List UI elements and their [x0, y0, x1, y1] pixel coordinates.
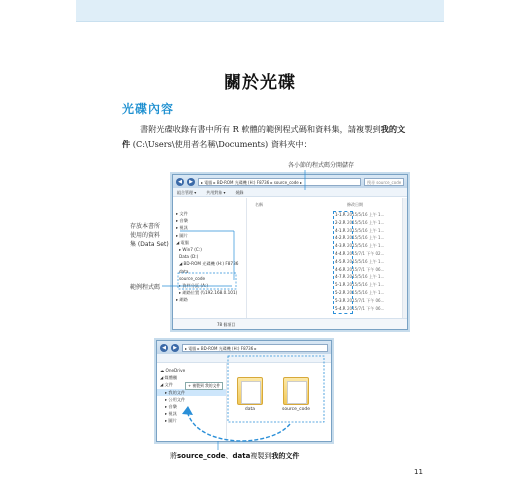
- file-date: 2015/5/16 上午 1...: [347, 212, 385, 217]
- toolbar-organize[interactable]: 組合管理 ▾: [177, 190, 197, 195]
- col-date[interactable]: 修改日期: [347, 202, 363, 207]
- tree-item[interactable]: ▸ 圖片: [176, 232, 188, 238]
- para-text-2: (C:\Users\使用者名稱\Documents) 資料夾中：: [130, 139, 312, 149]
- page-number: 11: [414, 468, 423, 476]
- file-date: 2015/5/16 上午 1...: [347, 227, 385, 233]
- file-date: 2015/5/16 上午 1...: [347, 282, 385, 288]
- file-date: 2015/5/16 上午 1...: [347, 219, 385, 225]
- search-input[interactable]: 搜尋 source_code: [364, 178, 404, 186]
- file-name: 4-4.R: [335, 251, 346, 256]
- tree-item[interactable]: ◢ 媒體櫃: [160, 375, 178, 381]
- back-icon[interactable]: ◀: [160, 344, 168, 352]
- tree-item[interactable]: ◢ BD-ROM 光碟機 (H:) F8736: [179, 261, 239, 267]
- forward-icon[interactable]: ▶: [187, 178, 195, 186]
- file-name: 4-7.R: [335, 274, 346, 280]
- tree-item[interactable]: ▸ 公用文件: [165, 396, 186, 402]
- para-bold-1: 我的文: [380, 124, 406, 134]
- tree-item[interactable]: Data (D:): [179, 254, 199, 260]
- forward-icon[interactable]: ▶: [171, 344, 179, 352]
- callout-files: 各小節的程式碼分開儲存: [288, 162, 355, 169]
- address-bar[interactable]: ▸ 電腦 ▸ BD-ROM 光碟機 (H:) F8736 ▸: [182, 344, 328, 352]
- toolbar-share[interactable]: 共用對象 ▾: [206, 190, 226, 195]
- tree-item[interactable]: source_code: [179, 275, 206, 281]
- caption-bold-3: 我的文件: [271, 452, 300, 460]
- folder-data-label: data: [244, 407, 256, 412]
- back-icon[interactable]: ◀: [176, 178, 184, 186]
- file-name: 4-3.R: [335, 243, 346, 249]
- caption-mid2: 複製到: [250, 452, 272, 460]
- file-date: 2015/5/16 上午 1...: [347, 258, 385, 264]
- file-date: 2015/7/1 下午 06...: [347, 305, 385, 311]
- tree-item[interactable]: ▸ 網路位置 (\\192.168.0.101): [179, 290, 238, 296]
- file-name: 5-1.R: [335, 282, 346, 288]
- tree-item[interactable]: ▸ 文件: [176, 211, 188, 216]
- file-name: 5-4.R: [335, 305, 346, 311]
- tree-item[interactable]: ▸ 我的文件: [157, 389, 226, 396]
- address-bar[interactable]: ▸ 電腦 ▸ BD-ROM 光碟機 (H:) F8736 ▸ source_code ▸: [198, 178, 361, 186]
- toolbar-burn[interactable]: 燒錄: [235, 190, 244, 195]
- file-name: 4-6.R: [335, 266, 346, 272]
- file-name: 4-1.R: [335, 227, 346, 233]
- highlight-dataset-box: [178, 273, 236, 289]
- tree-item[interactable]: ▸ 視訊: [165, 411, 177, 417]
- file-name: 4-2.R: [335, 235, 346, 241]
- file-date: 2015/7/1 下午 06...: [347, 297, 385, 303]
- highlight-folders-box: [228, 356, 324, 422]
- para-text-1: 書附光碟收錄有書中所有 R 軟體的範例程式碼和資料集，請複製到: [140, 124, 381, 134]
- para-bold-2: 件: [122, 139, 131, 149]
- file-date: 2015/5/16 上午 1...: [347, 243, 385, 249]
- file-name: 5-3.R: [335, 297, 346, 303]
- tree-item[interactable]: data: [179, 268, 189, 274]
- caption-pre: 將: [170, 452, 177, 460]
- file-date: 2015/5/16 上午 1...: [347, 274, 385, 280]
- callout-dataset-line1: 存放本書所: [130, 223, 161, 230]
- callout-code: 範例程式碼: [130, 284, 161, 291]
- section-heading: 光碟內容: [122, 102, 175, 116]
- tree-item[interactable]: ◢ 電腦: [176, 239, 189, 245]
- tree-item[interactable]: ☁ OneDrive: [160, 368, 186, 373]
- copy-arrow: [188, 414, 290, 441]
- file-name: 5-2.R: [335, 290, 346, 295]
- copy-arrowhead: [182, 406, 193, 415]
- caption-bold-1: source_code: [177, 452, 226, 460]
- file-name: 2-2.R: [335, 219, 346, 225]
- callout-dataset-line2: 使用的資料: [130, 232, 161, 239]
- drag-tooltip: + 複製到 我的文件: [185, 382, 223, 390]
- tree-item[interactable]: ▸ 圖片: [165, 418, 177, 424]
- tree-item[interactable]: ▸ 視訊: [176, 225, 188, 231]
- page-title: 關於光碟: [224, 73, 296, 93]
- col-name[interactable]: 名稱: [255, 202, 263, 207]
- file-date: 2015/5/16 上午 1...: [347, 290, 385, 295]
- tree-item[interactable]: ▸ 網路: [176, 297, 188, 303]
- file-name: 1-1.R: [335, 212, 346, 217]
- file-date: 2015/7/1 下午 02...: [347, 251, 385, 256]
- file-date: 2015/5/16 上午 1...: [347, 235, 385, 241]
- callout-dataset-line3: 集 (Data Set): [130, 241, 169, 248]
- tree-item[interactable]: ▸ 資料分區 (A:): [179, 283, 208, 289]
- file-date: 2015/7/1 下午 06...: [347, 266, 385, 272]
- tree-item[interactable]: ◢ 文件: [160, 382, 173, 388]
- tree-item[interactable]: ▸ Win7 (C:): [179, 247, 202, 253]
- caption-mid: 、: [225, 452, 233, 460]
- tree-item[interactable]: ▸ 音樂: [165, 404, 177, 410]
- tree-item[interactable]: ▸ 音樂: [176, 218, 188, 224]
- file-name: 4-5.R: [335, 258, 346, 264]
- caption-bold-2: data: [232, 452, 251, 460]
- folder-source-code-label: source_code: [281, 407, 311, 412]
- status-bar: 78 個項目: [173, 318, 407, 329]
